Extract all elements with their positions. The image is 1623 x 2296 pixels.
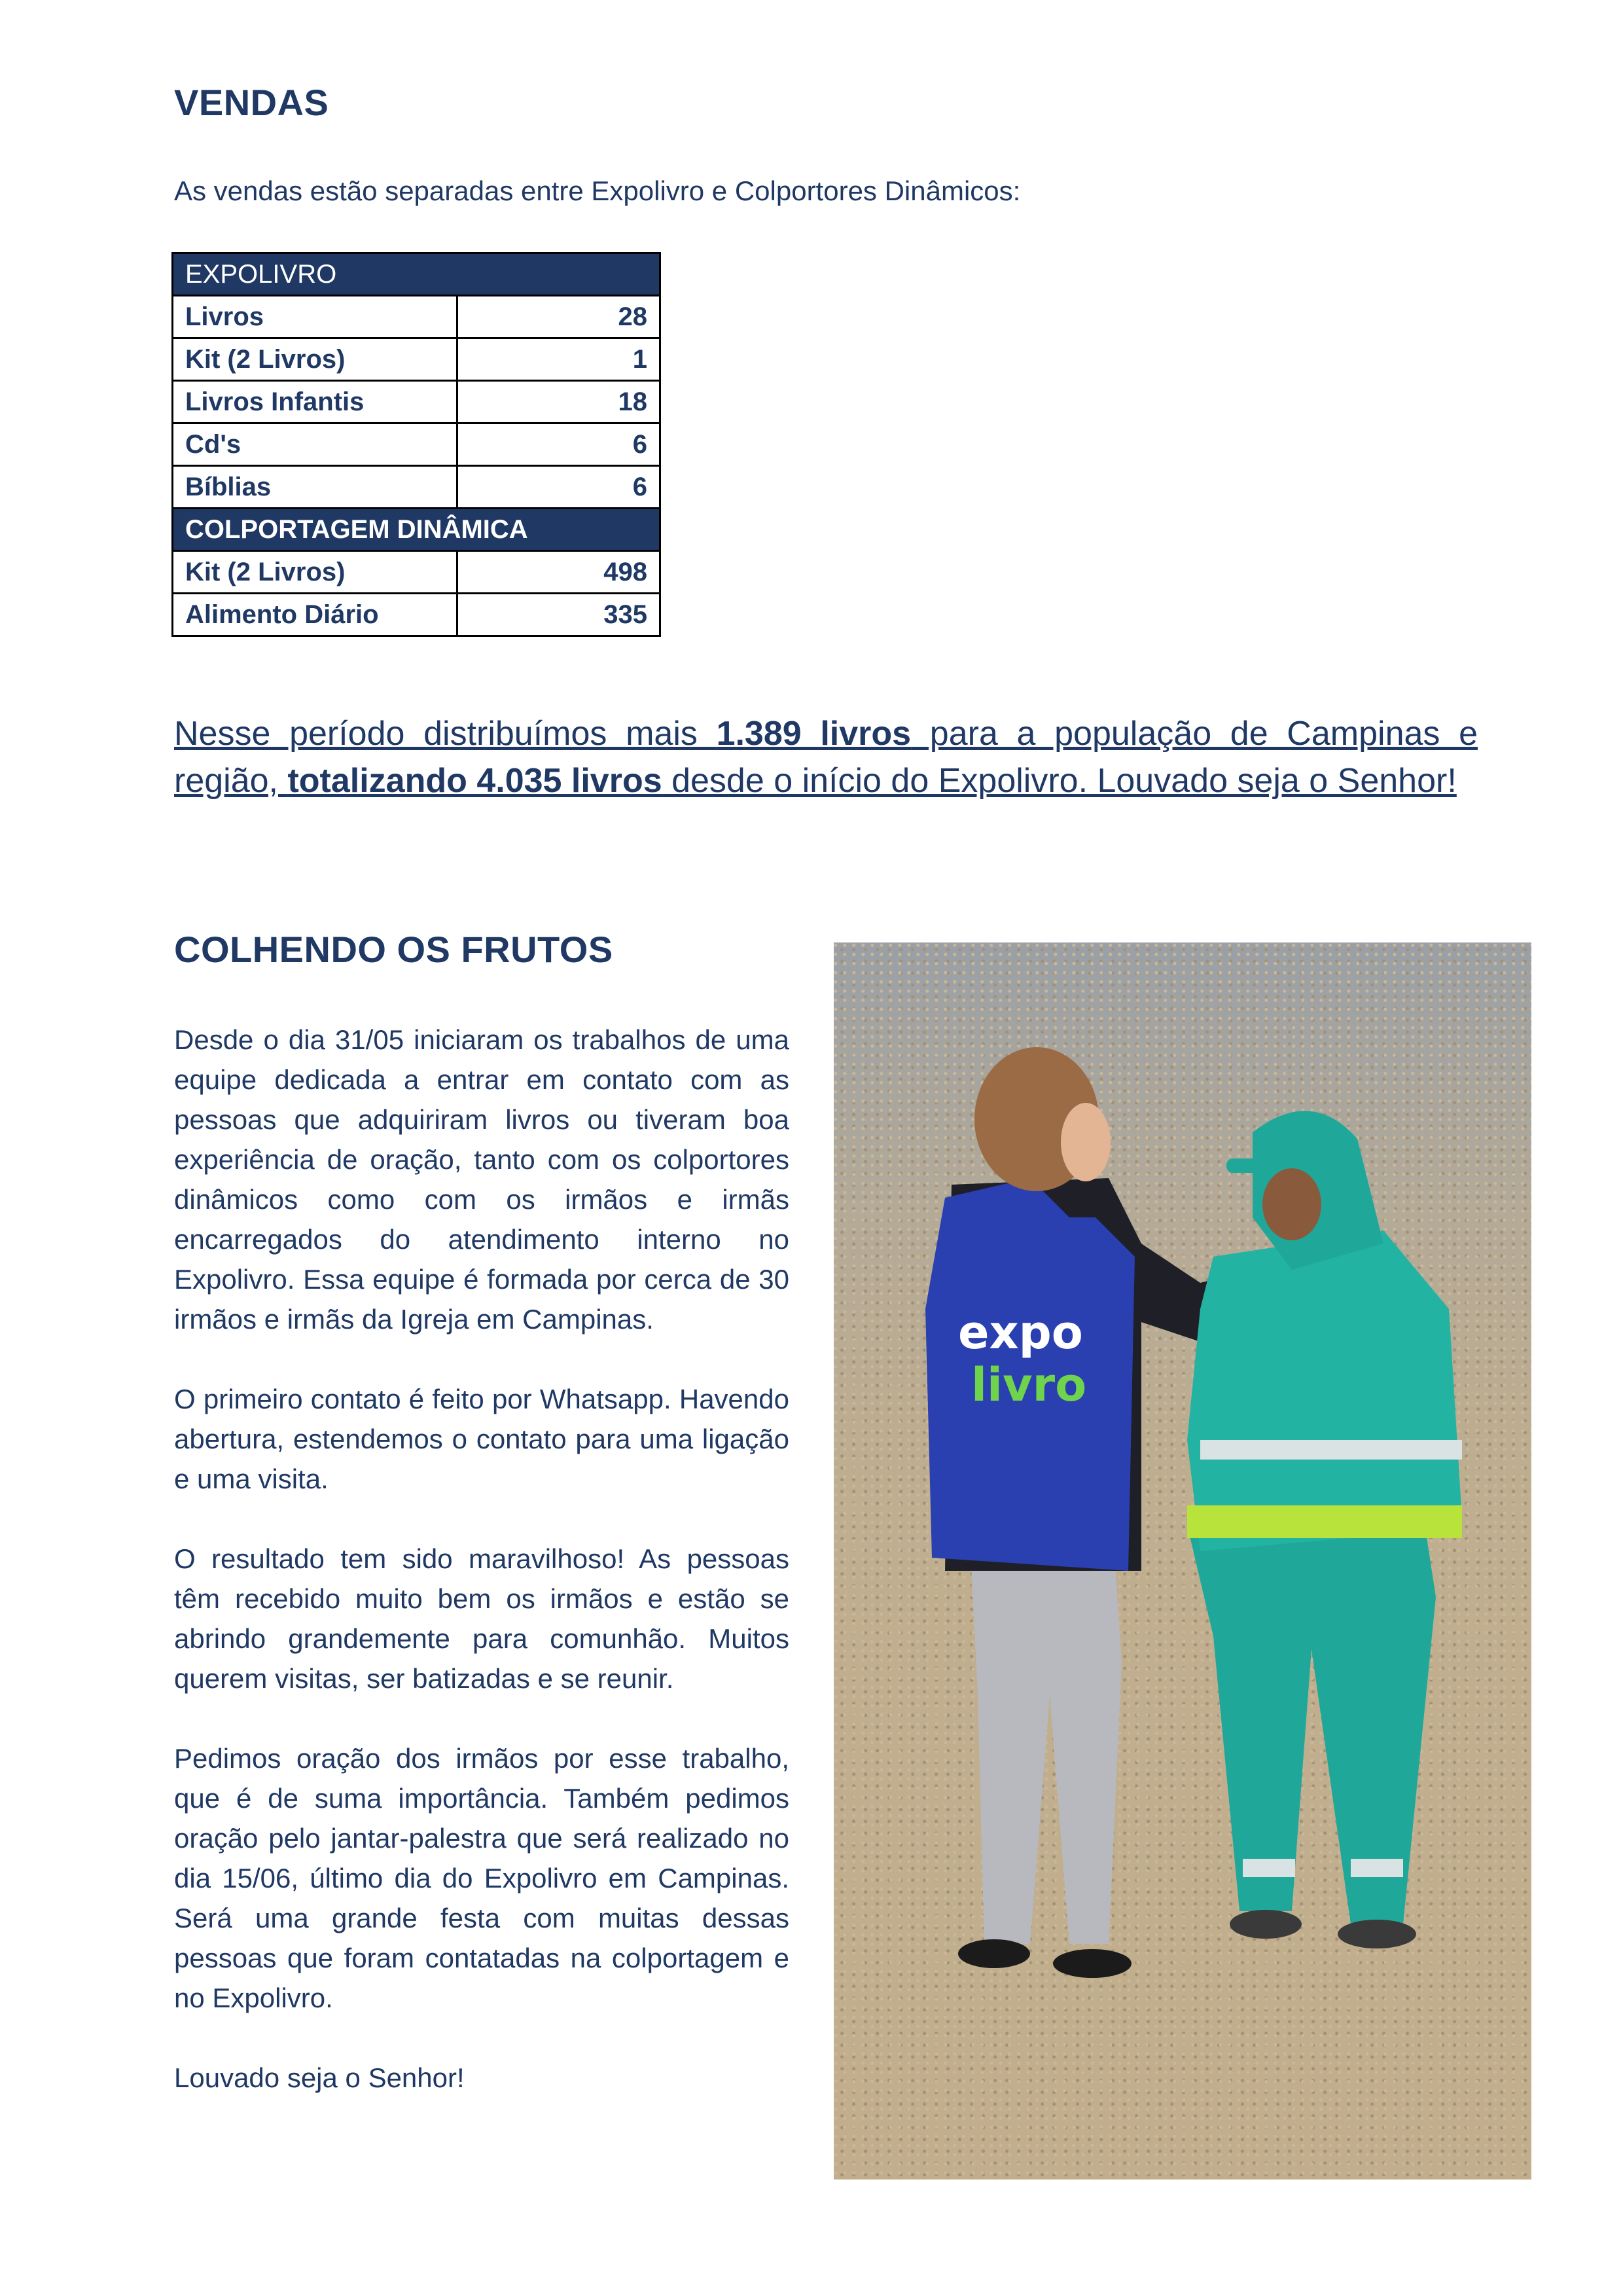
woman-shoe bbox=[1053, 1949, 1132, 1978]
worker-face bbox=[1262, 1168, 1321, 1240]
summary-text: desde o início do Expolivro. Louvado seja o Senhor! bbox=[662, 762, 1457, 800]
worker-reflective-stripe bbox=[1351, 1859, 1403, 1877]
row-label: Kit (2 Livros) bbox=[173, 338, 457, 381]
row-value: 28 bbox=[457, 296, 660, 338]
row-value: 18 bbox=[457, 381, 660, 423]
sales-table bbox=[171, 252, 661, 637]
sales-intro: As vendas estão separadas entre Expolivro e Colportores Dinâmicos: bbox=[174, 175, 1021, 206]
woman-pants bbox=[971, 1564, 1122, 1944]
row-value: 6 bbox=[457, 423, 660, 466]
paragraph: Desde o dia 31/05 iniciaram os trabalhos de uma equipe dedicada a entrar em contato com as pessoas que adquiriram livros ou tiveram boa experiência de oração, tanto com os colportores dinâmicos como com os irmãos e irmãs encarregados do atendimento interno no Expolivro. Essa equipe é formada por cerca de 30 irmãos e irmãs da Igreja em Campinas. bbox=[174, 1024, 789, 1335]
table-row bbox=[173, 423, 660, 466]
summary-text: Nesse período distribuímos mais bbox=[174, 715, 717, 753]
section-heading-frutos: COLHENDO OS FRUTOS bbox=[174, 929, 613, 970]
woman-face bbox=[1061, 1103, 1111, 1181]
paragraph: O resultado tem sido maravilhoso! As pessoas têm recebido muito bem os irmãos e estão se abrindo grandemente para comunhão. Muitos querem visitas, ser batizadas e se reunir. bbox=[174, 1543, 789, 1694]
table-header-row bbox=[173, 253, 660, 296]
vest-logo-text: livro bbox=[971, 1358, 1087, 1412]
table-row bbox=[173, 338, 660, 381]
table-header-row bbox=[173, 509, 660, 551]
row-label: Cd's bbox=[173, 423, 457, 466]
woman-shoe bbox=[958, 1939, 1030, 1968]
worker-shoe bbox=[1338, 1920, 1416, 1948]
colportagem-header: COLPORTAGEM DINÂMICA bbox=[173, 509, 660, 551]
table-row bbox=[173, 296, 660, 338]
worker-reflective-stripe bbox=[1243, 1859, 1295, 1877]
worker-reflective-stripe bbox=[1200, 1440, 1462, 1460]
row-label: Kit (2 Livros) bbox=[173, 551, 457, 594]
paragraph: O primeiro contato é feito por Whatsapp. Havendo abertura, estendemos o contato para uma ligação e uma visita. bbox=[174, 1384, 789, 1494]
worker-shoe bbox=[1230, 1910, 1302, 1939]
section-heading-vendas: VENDAS bbox=[174, 82, 329, 123]
row-label: Livros Infantis bbox=[173, 381, 457, 423]
frutos-body bbox=[174, 1020, 789, 2138]
row-label: Livros bbox=[173, 296, 457, 338]
table-row bbox=[173, 466, 660, 509]
summary-text: para a população de Campinas e região, bbox=[174, 715, 1478, 800]
paragraph: Pedimos oração dos irmãos por esse trabalho, que é de suma importância. Também pedimos oração pelo jantar-palestra que será realizado no dia 15/06, último dia do Expolivro em Campinas. Será uma grande festa com muitas dessas pessoas que foram contatadas na colportagem e no Expolivro. bbox=[174, 1743, 789, 2013]
table-row bbox=[173, 594, 660, 636]
table-row bbox=[173, 381, 660, 423]
worker-yellow-band bbox=[1187, 1505, 1462, 1538]
photo-two-people bbox=[834, 942, 1531, 2179]
row-value: 1 bbox=[457, 338, 660, 381]
expolivro-header: EXPOLIVRO bbox=[173, 253, 660, 296]
worker-jacket bbox=[1187, 1230, 1462, 1551]
worker-cap-brim bbox=[1226, 1158, 1272, 1173]
distribution-summary bbox=[174, 710, 1478, 804]
vest-logo-text: expo bbox=[958, 1306, 1083, 1359]
summary-bold-count: 1.389 livros bbox=[716, 715, 912, 753]
summary-bold-total: totalizando 4.035 livros bbox=[287, 762, 662, 800]
row-label: Alimento Diário bbox=[173, 594, 457, 636]
paragraph: Louvado seja o Senhor! bbox=[174, 2062, 465, 2093]
row-label: Bíblias bbox=[173, 466, 457, 509]
row-value: 6 bbox=[457, 466, 660, 509]
row-value: 335 bbox=[457, 594, 660, 636]
photo-illustration bbox=[834, 942, 1531, 2179]
table-row bbox=[173, 551, 660, 594]
row-value: 498 bbox=[457, 551, 660, 594]
